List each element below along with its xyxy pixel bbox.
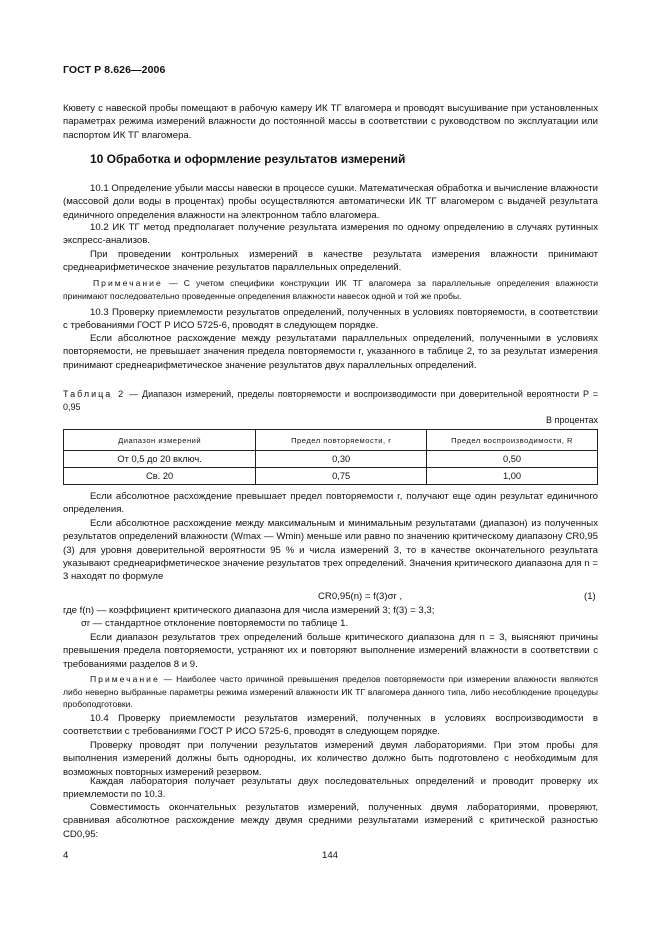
table-header-cell: Предел воспроизводимости, R [427,430,598,451]
table-cell: 0,75 [256,468,427,485]
intro-paragraph: Кювету с навеской пробы помещают в рабочую камеру ИК ТГ влагомера и проводят высушивание при установленных параметрах режима измерений влажности до постоянной массы в соответствии с руководством по эксплуатации или паспортом ИК ТГ влагомера. [63,103,598,141]
table-cell: 0,30 [256,451,427,468]
paragraph-each: Каждая лаборатория получает результаты двух последовательных определений и проводит проверку их приемлемости по 10.3. [63,776,598,801]
table-unit: В процентах [546,415,598,425]
table-cell: От 0,5 до 20 включ. [64,451,256,468]
sheet-number: 144 [322,850,339,861]
table-header-cell: Диапазон измерений [64,430,256,451]
table-cell: 0,50 [427,451,598,468]
formula-number: (1) [584,591,596,602]
table-header-cell: Предел повторяемости, r [256,430,427,451]
where-f: где f(n) — коэффициент критического диапазона для числа измерений 3; f(3) = 3,3; [63,605,435,616]
table-header-row [64,430,598,451]
paragraph-compat: Совместимость окончательных результатов измерений, полученных двумя лабораториями, проверяют, сравнивая абсолютное расхождение между двумя средними результатами измерений с критической разностью CD0,95: [63,802,598,840]
note-2-label: Примечание [90,674,160,684]
paragraph-abs-1: Если абсолютное расхождение между результатами параллельных определений, полученными в условиях повторяемости, не превышает значения предела повторяемости r, указанного в таблице 2, то за результат измерения принимают среднеарифметическое значение результатов двух параллельных определений. [63,333,598,371]
paragraph-abs-2: Если абсолютное расхождение превышает предел повторяемости r, получают еще один результат единичного определения. [63,491,598,516]
note-1 [63,277,598,302]
page-number: 4 [63,850,69,861]
table-row [64,468,598,485]
table-label: Таблица 2 [63,389,126,399]
paragraph-range: Если диапазон результатов трех определений больше критического диапазона для n = 3, выясняют причины превышения предела повторяемости, устраняют их и повторяют выполнение измерений влажности в соответствии с требованиями разделов 8 и 9. [63,632,598,670]
paragraph-control: При проведении контрольных измерений в качестве результата измерения влажности принимают среднеарифметическое значение результатов параллельных определений. [63,249,598,274]
table-caption [63,388,598,413]
formula-1: CR0,95(n) = f(3)σr , [318,591,403,602]
paragraph-10-3: 10.3 Проверку приемлемости результатов определений, полученных в условиях повторяемости, в соответствии с требованиями ГОСТ Р ИСО 5725-6, проводят в следующем порядке. [63,307,598,332]
table-cell: 1,00 [427,468,598,485]
where-sigma: σr — стандартное отклонение повторяемости по таблице 1. [81,618,349,629]
table-2 [63,429,598,485]
note-2 [63,673,598,711]
paragraph-10-2: 10.2 ИК ТГ метод предполагает получение результата измерения по одному определению в случаях рутинных экспресс-анализов. [63,222,598,247]
paragraph-10-4: 10.4 Проверку приемлемости результатов измерений, полученных в условиях воспроизводимости в соответствии с требованиями ГОСТ Р ИСО 5725-6, проводят в следующем порядке. [63,713,598,738]
table-cell: Св. 20 [64,468,256,485]
table-caption-text: — Диапазон измерений, пределы повторяемости и воспроизводимости при доверительной вероятности P = 0,95 [63,389,598,412]
note-1-text: — С учетом специфики конструкции ИК ТГ влагомера за параллельные определения влажности принимают последовательно проведенные определения влажности навесок одной и той же пробы. [63,278,599,301]
running-header: ГОСТ Р 8.626—2006 [63,64,166,76]
paragraph-abs-3: Если абсолютное расхождение между максимальным и минимальным результатами (диапазон) из полученных результатов определений влажности (Wmax — Wmin) меньше или равно по значению критическому диапазону CR0,95 (3) для уровня доверительной вероятности 95 % и числа измерений 3, то в качестве окончательного результата указывают среднеарифметическое значение результатов трех определений. Значения критического диапазона для n = 3 находят по формуле [63,518,598,583]
paragraph-labs: Проверку проводят при получении результатов измерений двумя лабораториями. При этом пробы для выполнения измерений должны быть однородны, их количество должно быть подготовлено с необходимым для возможных повторных измерений резервом. [63,740,598,778]
note-2-text: — Наиболее часто причиной превышения пределов повторяемости при измерении влажности являются либо неверно выбранные параметры режима измерений влажности ИК ТГ влагомера данного типа, либо несоблюдение процедуры пробоподготовки. [63,674,598,709]
paragraph-10-1: 10.1 Определение убыли массы навески в процессе сушки. Математическая обработка и вычисление влажности (массовой доли воды в процентах) пробы осуществляются автоматически ИК ТГ влагомером с выдачей результата единичного определения влажности на электронном табло влагомера. [63,183,598,221]
note-1-label: Примечание [93,278,163,288]
table-row [64,451,598,468]
section-title: 10 Обработка и оформление результатов измерений [90,152,406,166]
